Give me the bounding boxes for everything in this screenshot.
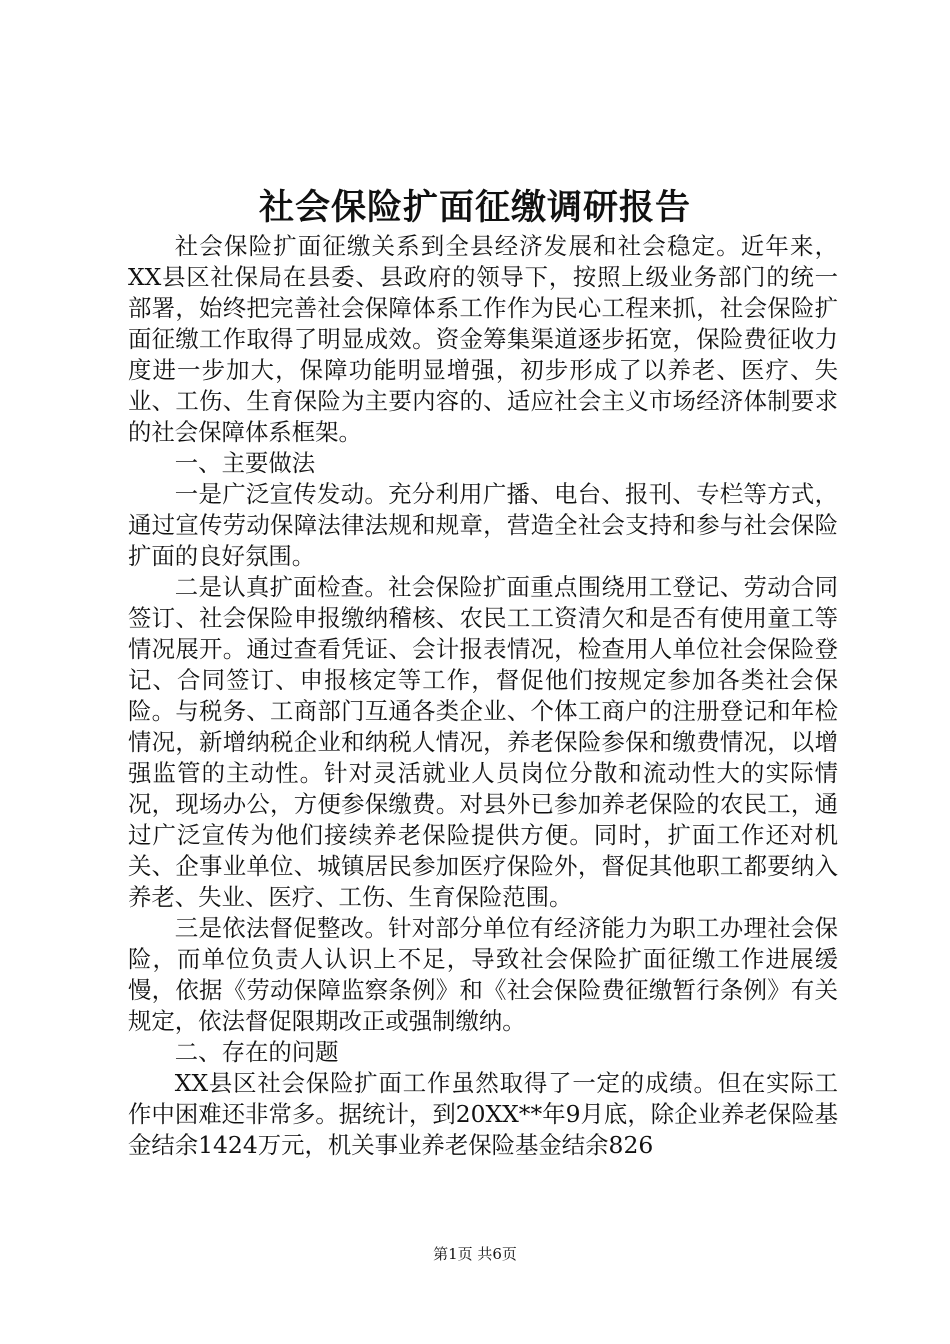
document-title: 社会保险扩面征缴调研报告 xyxy=(258,188,691,228)
paragraph-problems: XX县区社会保险扩面工作虽然取得了一定的成绩。但在实际工作中困难还非常多。据统计，到20XX**年9月底，除企业养老保险基金结余1424万元，机关事业养老保险基金结余826 xyxy=(128,1069,838,1159)
paragraph-intro: 社会保险扩面征缴关系到全县经济发展和社会稳定。近年来，XX县区社保局在县委、县政府的领导下，按照上级业务部门的统一部署，始终把完善社会保障体系工作作为民心工程来抓，社会保险扩面征缴工作取得了明显成效。资金筹集渠道逐步拓宽，保险费征收力度进一步加大，保障功能明显增强，初步形成了以养老、医疗、失业、工伤、生育保险为主要内容的、适应社会主义市场经济体制要求的社会保障体系框架。 xyxy=(128,232,838,446)
paragraph-rectification: 三是依法督促整改。针对部分单位有经济能力为职工办理社会保险，而单位负责人认识上不足，导致社会保险扩面征缴工作进展缓慢，依据《劳动保障监察条例》和《社会保险费征缴暂行条例》有关规定，依法督促限期改正或强制缴纳。 xyxy=(128,914,838,1035)
document-body xyxy=(128,231,838,1161)
paragraph-publicity: 一是广泛宣传发动。充分利用广播、电台、报刊、专栏等方式，通过宣传劳动保障法律法规和规章，营造全社会支持和参与社会保险扩面的良好氛围。 xyxy=(128,480,838,570)
paragraph-inspection: 二是认真扩面检查。社会保险扩面重点围绕用工登记、劳动合同签订、社会保险申报缴纳稽核、农民工工资清欠和是否有使用童工等情况展开。通过查看凭证、会计报表情况，检查用人单位社会保险登记、合同签订、申报核定等工作，督促他们按规定参加各类社会保险。与税务、工商部门互通各类企业、个体工商户的注册登记和年检情况，新增纳税企业和纳税人情况，养老保险参保和缴费情况，以增强监管的主动性。针对灵活就业人员岗位分散和流动性大的实际情况，现场办公，方便参保缴费。对县外已参加养老保险的农民工，通过广泛宣传为他们接续养老保险提供方便。同时，扩面工作还对机关、企事业单位、城镇居民参加医疗保险外，督促其他职工都要纳入养老、失业、医疗、工伤、生育保险范围。 xyxy=(128,573,838,911)
section-heading-problems: 二、存在的问题 xyxy=(174,1038,339,1066)
section-heading-main-practices: 一、主要做法 xyxy=(174,449,316,477)
page-footer: 第1页 共6页 xyxy=(433,1245,517,1263)
